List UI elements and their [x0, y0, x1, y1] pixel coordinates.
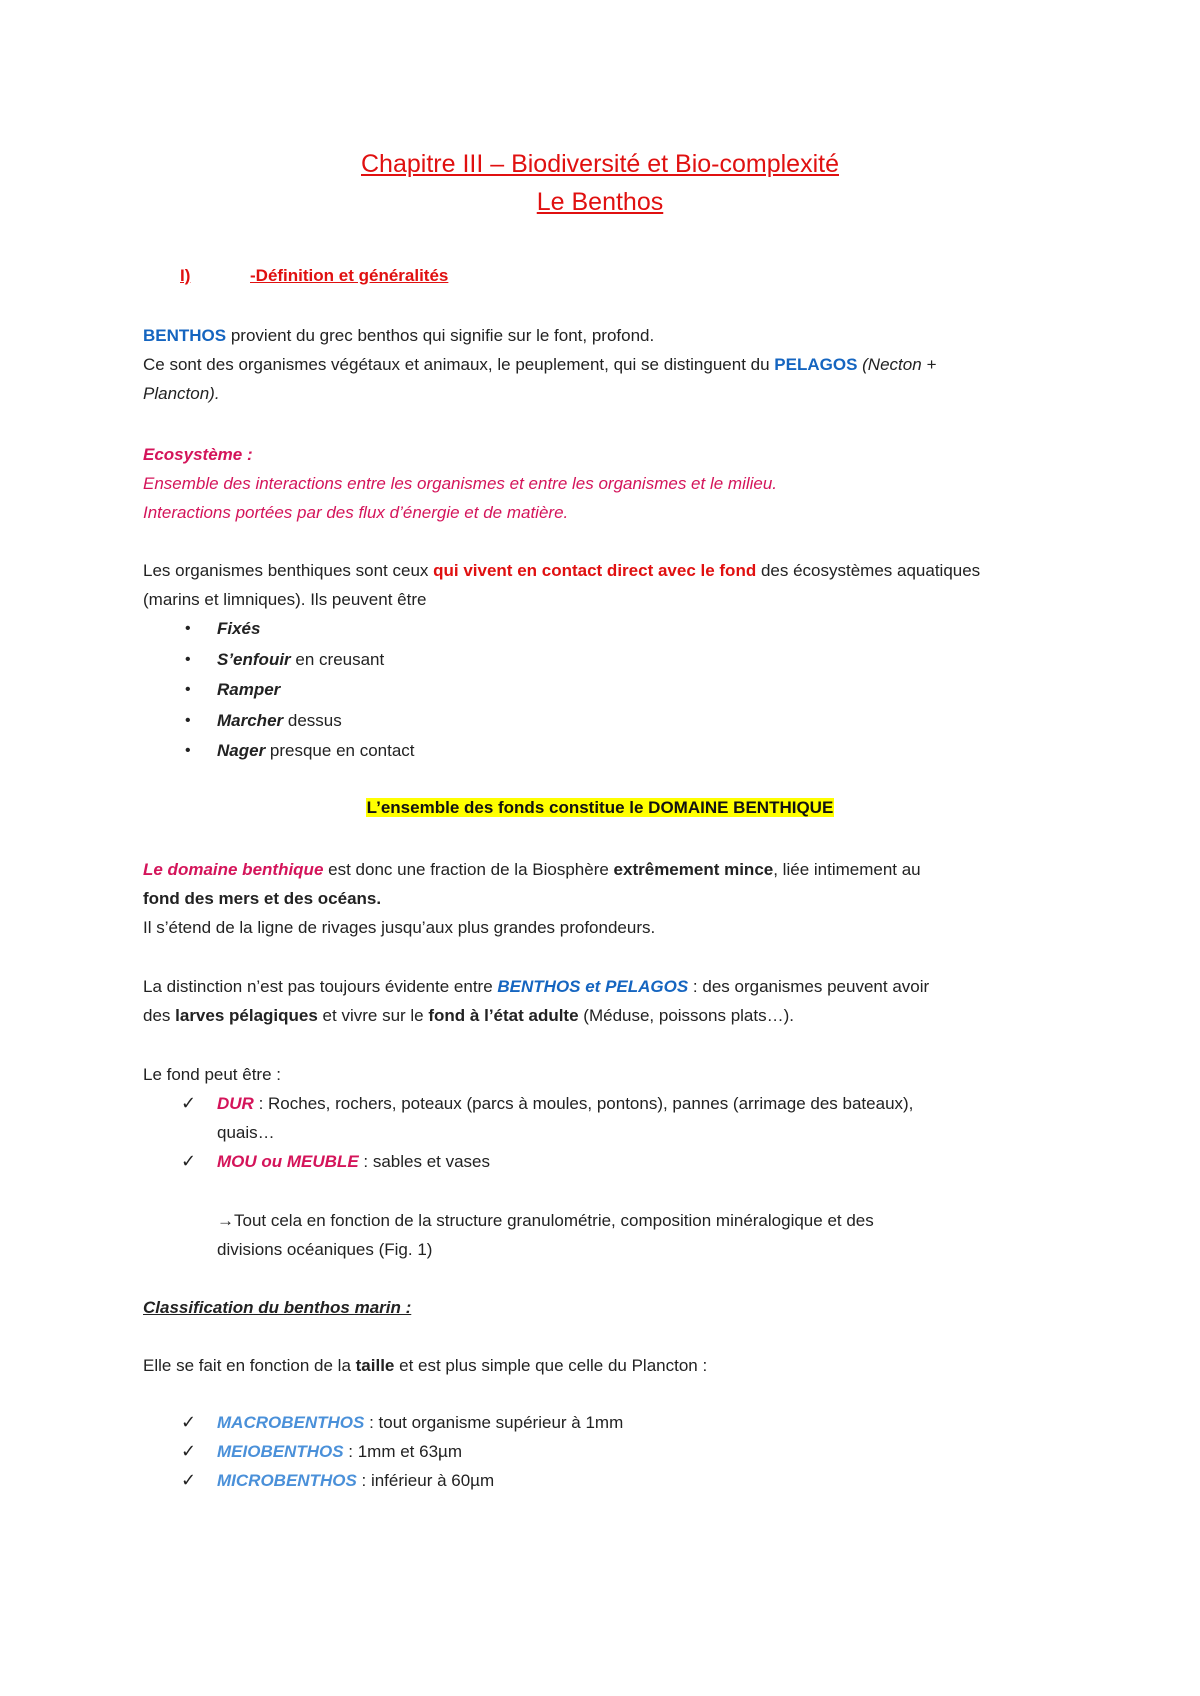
benthos-size-text: : 1mm et 63µm	[343, 1442, 462, 1461]
fond-note	[217, 1206, 874, 1264]
bullet-icon: •	[185, 650, 191, 668]
distinction-start: La distinction n’est pas toujours évidente entre	[143, 977, 498, 996]
chapter-title: Chapitre III – Biodiversité et Bio-complexité	[361, 150, 839, 178]
distinction-larves: larves pélagiques	[175, 1006, 318, 1025]
domaine-term: Le domaine benthique	[143, 860, 324, 879]
benthos-size-text: : inférieur à 60µm	[356, 1471, 495, 1490]
benthos-intro	[143, 321, 936, 408]
fond-type-cont: quais…	[217, 1123, 275, 1142]
classification-heading: Classification du benthos marin :	[143, 1298, 412, 1317]
checkmark-icon: ✓	[181, 1093, 197, 1113]
pelagos-paren: (Necton +	[857, 355, 937, 374]
benthos-line-1	[143, 321, 936, 350]
bullet-text: presque en contact	[265, 741, 415, 760]
domaine-highlight-line	[0, 798, 1200, 818]
distinction-end: : des organismes peuvent avoir	[688, 977, 930, 996]
list-item	[143, 1147, 913, 1176]
bullet-term: Marcher	[217, 710, 284, 730]
benthos-size-term: MICROBENTHOS	[217, 1471, 357, 1490]
list-item	[143, 614, 415, 645]
fond-note-line-2: divisions océaniques (Fig. 1)	[217, 1240, 433, 1259]
benthos-line-2	[143, 350, 936, 379]
domaine-block	[143, 855, 921, 942]
distinction-fond: fond à l’état adulte	[428, 1006, 579, 1025]
distinction-block	[143, 972, 929, 1030]
bullet-term: Ramper	[217, 680, 281, 699]
classification-intro-start: Elle se fait en fonction de la	[143, 1356, 356, 1375]
bullet-term: S’enfouir	[217, 649, 291, 669]
classification-heading-wrap	[143, 1293, 411, 1322]
benthos-size-term: MEIOBENTHOS	[217, 1442, 344, 1461]
list-item	[143, 1437, 623, 1466]
document-title	[0, 145, 1200, 221]
benthos-definition: provient du grec benthos qui signifie sur le font, profond.	[226, 326, 655, 345]
list-item	[143, 706, 415, 737]
bullet-text: dessus	[283, 710, 342, 730]
distinction-line-1	[143, 972, 929, 1001]
distinction-line-2	[143, 1001, 929, 1030]
domaine-bold: extrêmement mince	[613, 860, 774, 879]
benthos-line-2-text: Ce sont des organismes végétaux et animaux, le peuplement, qui se distinguent du	[143, 355, 775, 374]
section-title: -Définition et généralités	[250, 266, 449, 285]
domaine-end: , liée intimement au	[773, 860, 921, 879]
classification-intro	[143, 1351, 707, 1380]
domaine-highlight: L’ensemble des fonds constitue le DOMAINE BENTHIQUE	[366, 798, 834, 817]
organismes-end: des écosystèmes aquatiques	[756, 561, 981, 580]
organismes-start: Les organismes benthiques sont ceux	[143, 561, 434, 580]
list-item	[143, 645, 415, 676]
list-item	[143, 675, 415, 706]
ecosysteme-line-1: Ensemble des interactions entre les organismes et entre les organismes et le milieu.	[143, 474, 778, 493]
domaine-line-1	[143, 855, 921, 884]
list-item	[143, 1466, 623, 1495]
classification-list-wrap	[143, 1408, 623, 1495]
benthos-size-term: MACROBENTHOS	[217, 1413, 365, 1432]
classification-intro-end: et est plus simple que celle du Plancton :	[394, 1356, 708, 1375]
fond-note-line-1	[217, 1206, 874, 1235]
distinction-l2-end: (Méduse, poissons plats…).	[578, 1006, 794, 1025]
bullet-term: Fixés	[217, 619, 261, 638]
bullet-icon: •	[185, 711, 191, 729]
ecosysteme-line-2: Interactions portées par des flux d’énergie et de matière.	[143, 503, 569, 522]
benthos-term: BENTHOS	[143, 326, 227, 345]
checkmark-icon: ✓	[181, 1441, 197, 1461]
ecosysteme-label: Ecosystème :	[143, 445, 253, 464]
section-number: I)	[180, 266, 191, 285]
benthos-line-3: Plancton).	[143, 384, 220, 403]
chapter-subtitle: Le Benthos	[536, 188, 664, 216]
fond-type-text: : sables et vases	[358, 1152, 490, 1171]
fond-type-term: DUR	[217, 1094, 254, 1113]
distinction-term: BENTHOS et PELAGOS	[497, 977, 689, 996]
fond-block	[143, 1060, 913, 1176]
organismes-highlight: qui vivent en contact direct avec le fond	[433, 561, 757, 580]
classification-intro-bold: taille	[355, 1356, 395, 1375]
checkmark-icon: ✓	[181, 1412, 197, 1432]
organismes-block	[143, 556, 980, 614]
bullet-term: Nager	[217, 741, 266, 760]
domaine-line-2: fond des mers et des océans.	[143, 889, 382, 908]
fond-note-text: Tout cela en fonction de la structure granulométrie, composition minéralogique et des	[234, 1211, 874, 1230]
fond-type-term: MOU ou MEUBLE	[217, 1152, 359, 1171]
fond-intro: Le fond peut être :	[143, 1065, 281, 1084]
list-item	[143, 1089, 913, 1147]
domaine-mid: est donc une fraction de la Biosphère	[323, 860, 614, 879]
fond-type-text: : Roches, rochers, poteaux (parcs à moules, pontons), pannes (arrimage des bateaux),	[253, 1094, 914, 1113]
ecosysteme-block	[143, 440, 777, 527]
checkmark-icon: ✓	[181, 1470, 197, 1490]
classification-intro-wrap	[143, 1351, 707, 1380]
bullet-icon: •	[185, 620, 191, 637]
arrow-icon: →	[217, 1211, 234, 1230]
pelagos-term: PELAGOS	[774, 355, 858, 374]
bullet-icon: •	[185, 742, 191, 759]
list-item	[143, 736, 415, 767]
organismes-line-1	[143, 556, 980, 585]
distinction-l2-mid: et vivre sur le	[317, 1006, 429, 1025]
organismes-line-2: (marins et limniques). Ils peuvent être	[143, 590, 427, 609]
benthos-size-text: : tout organisme supérieur à 1mm	[364, 1413, 624, 1432]
distinction-l2-start: des	[143, 1006, 176, 1025]
bullet-text: en creusant	[290, 649, 385, 669]
movement-list	[143, 614, 415, 767]
checkmark-icon: ✓	[181, 1151, 197, 1171]
domaine-line-3: Il s’étend de la ligne de rivages jusqu’aux plus grandes profondeurs.	[143, 918, 656, 937]
bullet-icon: •	[185, 681, 191, 698]
list-item	[143, 1408, 623, 1437]
